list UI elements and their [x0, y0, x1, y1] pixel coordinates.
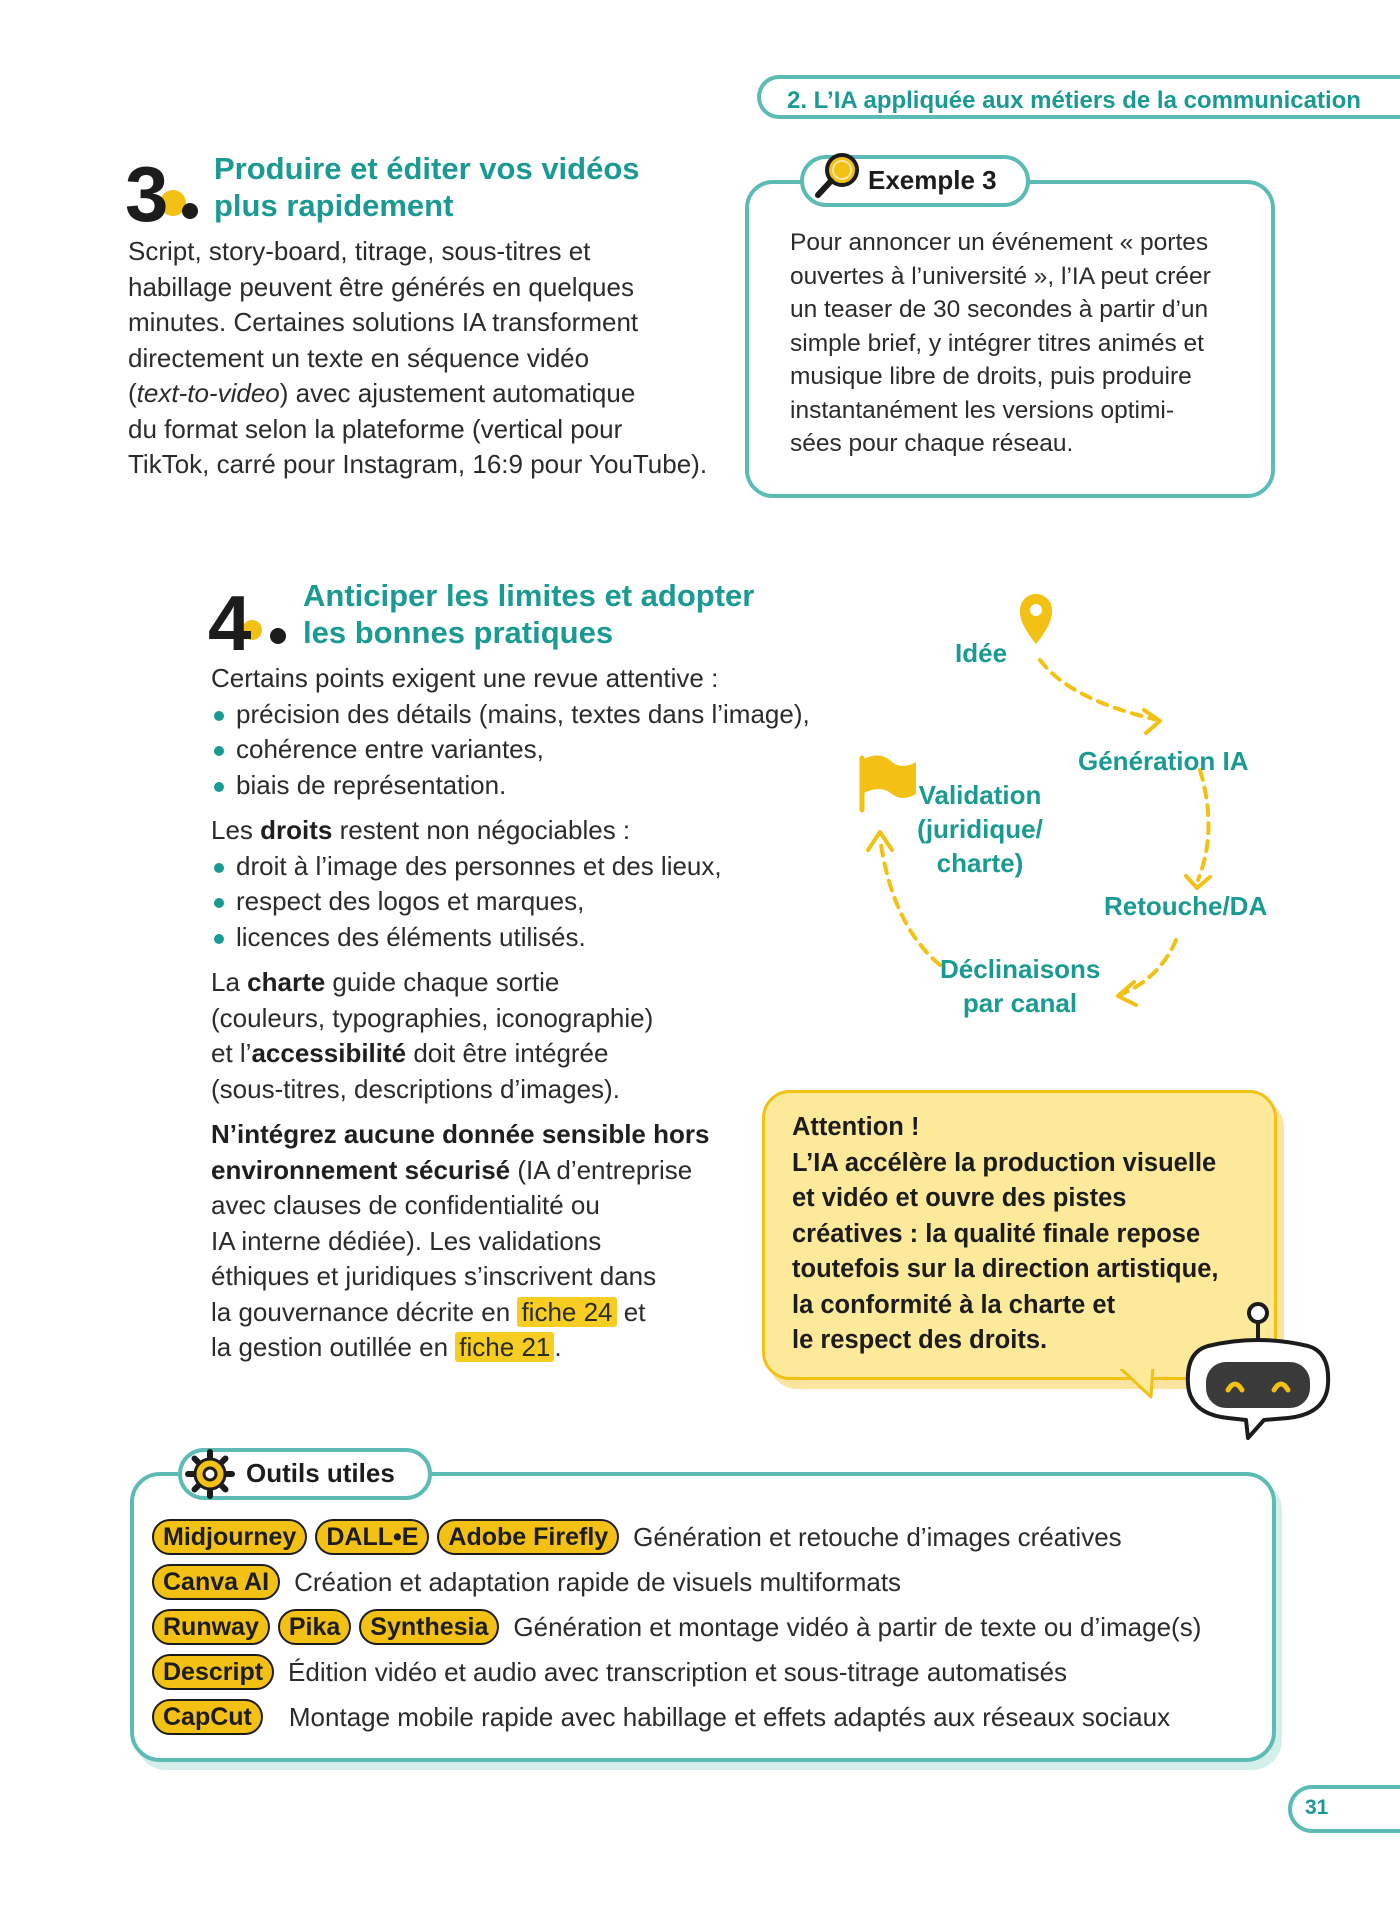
tool-chip-descript: Descript: [152, 1654, 274, 1690]
section-3-body: [128, 234, 748, 483]
cycle-step-retouche: Retouche/DA: [1104, 891, 1268, 921]
section-number-dot-small: [270, 628, 286, 644]
tool-row: [152, 1563, 901, 1601]
attention-line: et vidéo et ouvre des pistes: [792, 1184, 1127, 1212]
example-line: musique libre de droits, puis produire: [790, 363, 1192, 390]
tool-row: [152, 1653, 1067, 1691]
rights-list: [211, 849, 861, 956]
example-line: un teaser de 30 secondes à partir d’un: [790, 296, 1209, 323]
example-line: simple brief, y intégrer titres animés et: [790, 329, 1204, 357]
cycle-step-declinaisons: Déclinaisons par canal: [940, 954, 1101, 1018]
list-item: cohérence entre variantes,: [211, 732, 861, 768]
tool-row: [152, 1698, 1170, 1736]
review-list: [211, 697, 861, 804]
tool-description: Montage mobile rapide avec habillage et effets adaptés aux réseaux sociaux: [288, 1701, 1171, 1732]
tool-description: Édition vidéo et audio avec transcription et sous-titrage automatisés: [288, 1656, 1068, 1687]
section-3-title: [214, 150, 640, 224]
text-to-video-term: text-to-video: [136, 378, 280, 408]
tool-chip-canva-ai: Canva AI: [152, 1564, 280, 1600]
tool-chip-midjourney: Midjourney: [152, 1519, 307, 1555]
fiche-24-link[interactable]: fiche 24: [517, 1297, 616, 1327]
section-3-line: TikTok, carré pour Instagram, 16:9 pour YouTube).: [128, 449, 708, 479]
attention-line: la conformité à la charte et: [792, 1290, 1116, 1319]
example-line: Pour annoncer un événement « portes: [790, 229, 1209, 256]
gear-icon: [184, 1448, 236, 1500]
arrow-generation-retouche: [1198, 770, 1209, 880]
section-3-line: Script, story-board, titrage, sous-titres et: [128, 236, 591, 266]
location-pin-icon: [1020, 594, 1052, 644]
magnifier-icon: [812, 150, 864, 202]
arrow-idee-generation: [1040, 660, 1158, 720]
tools-label: Outils utiles: [246, 1458, 395, 1488]
chapter-title: 2. L’IA appliquée aux métiers de la communication: [787, 87, 1361, 114]
tool-chip-capcut: CapCut: [152, 1699, 263, 1735]
tool-description: Génération et montage vidéo à partir de texte ou d’image(s): [513, 1611, 1202, 1642]
tool-row: [152, 1608, 1201, 1646]
example-line: instantanément les versions optimi-: [790, 396, 1175, 424]
list-item: licences des éléments utilisés.: [211, 920, 861, 956]
robot-mascot-icon: [1178, 1298, 1338, 1440]
tool-chip-adobe-firefly: Adobe Firefly: [437, 1519, 619, 1555]
section-3-title-line2: plus rapidement: [214, 188, 454, 223]
fiche-21-link[interactable]: fiche 21: [455, 1332, 554, 1362]
tool-row: [152, 1518, 1122, 1556]
chapter-header: [757, 75, 1400, 119]
example-text: [790, 226, 1240, 461]
section-3-line: (text-to-video) avec ajustement automatique: [128, 378, 636, 408]
attention-line: L’IA accélère la production visuelle: [792, 1148, 1217, 1177]
page-number: 31: [1305, 1796, 1329, 1819]
list-item: droit à l’image des personnes et des lieux,: [211, 849, 861, 885]
charte-paragraph: La charte guide chaque sortie (couleurs, typographies, iconographie) et l’accessibilité doit être intégrée (sous-titres, descriptions d’images).: [211, 967, 654, 1104]
list-item: biais de représentation.: [211, 768, 861, 804]
section-number-dot-small: [182, 203, 198, 219]
tool-chip-runway: Runway: [152, 1609, 270, 1645]
section-3-number: 3: [125, 150, 169, 238]
attention-line: créatives : la qualité finale repose: [792, 1219, 1201, 1248]
example-line: sées pour chaque réseau.: [790, 430, 1074, 457]
section-3-line: habillage peuvent être générés en quelques: [128, 271, 634, 302]
section-3-line: minutes. Certaines solutions IA transforment: [128, 307, 639, 337]
section-3-title-line1: Produire et éditer vos vidéos: [214, 151, 640, 186]
cycle-step-idee: Idée: [955, 638, 1008, 668]
section-4-number: 4: [208, 579, 252, 667]
section-3-line: directement un texte en séquence vidéo: [128, 342, 590, 373]
section-4-title: [303, 577, 754, 651]
rights-intro: Les droits restent non négociables :: [211, 815, 631, 845]
example-label: Exemple 3: [868, 165, 997, 195]
section-4-title-line1: Anticiper les limites et adopter: [303, 578, 755, 613]
attention-line: toutefois sur la direction artistique,: [792, 1255, 1219, 1283]
tool-chip-pika: Pika: [278, 1609, 351, 1645]
section-4-title-line2: les bonnes pratiques: [303, 615, 614, 650]
attention-line: le respect des droits.: [792, 1326, 1048, 1354]
review-intro: Certains points exigent une revue attentive :: [211, 663, 719, 693]
cycle-step-generation: Génération IA: [1078, 746, 1249, 776]
cycle-step-validation: Validation (juridique/ charte): [917, 780, 1043, 878]
attention-title: Attention !: [792, 1113, 920, 1141]
list-item: précision des détails (mains, textes dans l’image),: [211, 697, 861, 733]
list-item: respect des logos et marques,: [211, 884, 861, 920]
security-paragraph: N’intégrez aucune donnée sensible hors environnement sécurisé (IA d’entreprise avec clauses de confidentialité ou IA interne dédiée). Les validations éthiques et juridiques s’inscrivent dans la gouvernance décrite en fiche 24 et la gestion outillée en fiche 21 .: [211, 1119, 710, 1362]
example-line: ouvertes à l’université », l’IA peut créer: [790, 262, 1211, 290]
section-3-line: du format selon la plateforme (vertical pour: [128, 413, 623, 444]
tool-chip-synthesia: Synthesia: [359, 1609, 499, 1645]
speech-tail: [1115, 1365, 1155, 1399]
tool-description: Génération et retouche d’images créatives: [633, 1521, 1122, 1552]
tool-chip-dalle: DALL•E: [315, 1519, 429, 1555]
tool-description: Création et adaptation rapide de visuels multiformats: [294, 1566, 902, 1597]
